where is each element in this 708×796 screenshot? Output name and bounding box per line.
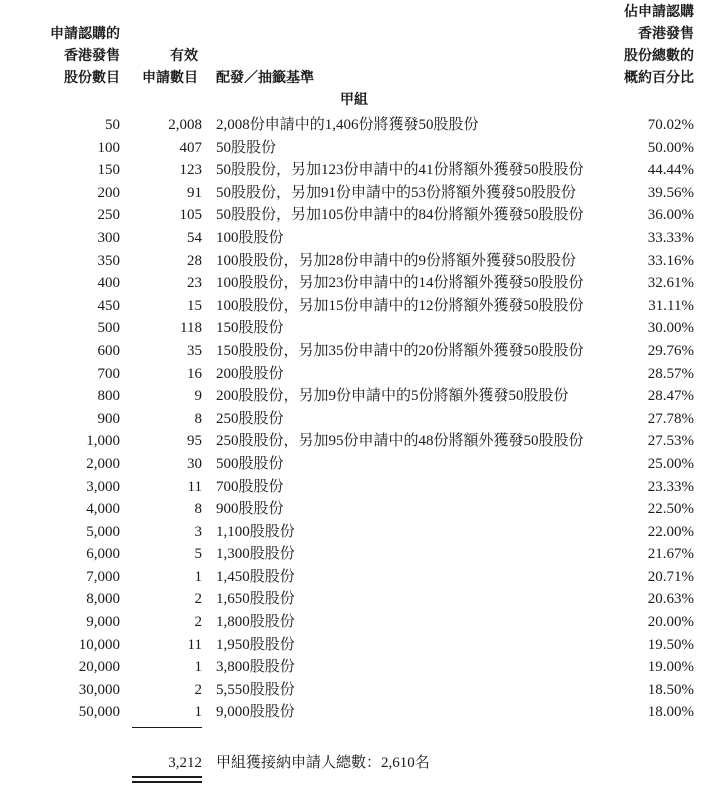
allocation-basis-cell: 150股股份 xyxy=(216,320,284,337)
percentage-cell: 28.57% xyxy=(647,365,694,382)
percentage-cell: 50.00% xyxy=(647,139,694,156)
percentage-cell: 31.11% xyxy=(648,297,694,314)
table-row xyxy=(0,272,708,295)
valid-applications-cell: 16 xyxy=(187,365,202,382)
allocation-basis-cell: 100股股份 xyxy=(216,229,284,246)
applied-shares-cell: 600 xyxy=(97,342,120,359)
valid-applications-cell: 9 xyxy=(194,388,202,405)
header-line: 概約百分比 xyxy=(624,70,694,86)
percentage-cell: 22.50% xyxy=(647,501,694,518)
table-row xyxy=(0,634,708,657)
table-row xyxy=(0,317,708,340)
applied-shares-cell: 4,000 xyxy=(86,501,120,518)
applied-shares-cell: 350 xyxy=(97,252,120,269)
table-row xyxy=(0,250,708,273)
percentage-cell: 70.02% xyxy=(647,117,694,133)
table-row xyxy=(0,363,708,386)
allocation-basis-cell: 1,950股股份 xyxy=(216,636,295,653)
header-line: 股份數目 xyxy=(64,70,120,86)
allocation-basis-cell: 200股股份，另加9份申請中的5份將額外獲發50股股份 xyxy=(216,388,569,405)
valid-applications-cell: 105 xyxy=(179,207,202,224)
allocation-basis-cell: 100股股份，另加23份申請中的14份將額外獲發50股股份 xyxy=(216,275,584,292)
allocation-basis-cell: 700股股份 xyxy=(216,478,284,495)
table-row xyxy=(0,588,708,611)
table-row xyxy=(0,408,708,431)
allocation-basis-cell: 900股股份 xyxy=(216,501,284,518)
percentage-cell: 28.47% xyxy=(647,388,694,405)
valid-applications-cell: 3 xyxy=(194,523,202,540)
header-line: 香港發售 xyxy=(64,48,120,64)
valid-applications-cell: 1 xyxy=(194,704,202,721)
allocation-basis-cell: 150股股份，另加35份申請中的20份將額外獲發50股股份 xyxy=(216,342,584,359)
applied-shares-cell: 2,000 xyxy=(86,455,120,472)
percentage-cell: 27.78% xyxy=(647,410,694,427)
applied-shares-cell: 8,000 xyxy=(86,591,120,608)
applied-shares-cell: 900 xyxy=(97,410,120,427)
valid-applications-cell: 23 xyxy=(187,275,202,292)
table-row xyxy=(0,476,708,499)
header-line: 股份總數的 xyxy=(624,48,694,64)
valid-applications-cell: 11 xyxy=(187,478,202,495)
applied-shares-cell: 700 xyxy=(97,365,120,382)
allocation-basis-cell: 1,800股股份 xyxy=(216,614,295,631)
table-row xyxy=(0,114,708,137)
allocation-basis-cell: 1,450股股份 xyxy=(216,568,295,585)
table-row xyxy=(0,204,708,227)
percentage-cell: 36.00% xyxy=(647,207,694,224)
table-row xyxy=(0,227,708,250)
total-row xyxy=(0,752,708,774)
applied-shares-cell: 5,000 xyxy=(86,523,120,540)
valid-applications-cell: 5 xyxy=(194,546,202,563)
applied-shares-cell: 800 xyxy=(97,388,120,405)
allocation-basis-cell: 250股股份，另加95份申請中的48份將額外獲發50股股份 xyxy=(216,433,584,450)
header-line: 申請數目 xyxy=(142,70,198,86)
table-row xyxy=(0,340,708,363)
header-approx-percentage xyxy=(624,1,694,89)
percentage-cell: 33.16% xyxy=(647,252,694,269)
table-row xyxy=(0,566,708,589)
table-row xyxy=(0,656,708,679)
table-row xyxy=(0,498,708,521)
table-row xyxy=(0,611,708,634)
table-row xyxy=(0,385,708,408)
percentage-cell: 27.53% xyxy=(647,433,694,450)
percentage-cell: 33.33% xyxy=(647,229,694,246)
applied-shares-cell: 7,000 xyxy=(86,568,120,585)
valid-applications-cell: 95 xyxy=(187,433,202,450)
valid-applications-cell: 123 xyxy=(179,162,202,179)
valid-applications-cell: 28 xyxy=(187,252,202,269)
percentage-cell: 30.00% xyxy=(647,320,694,337)
valid-applications-cell: 15 xyxy=(187,297,202,314)
header-applied-shares xyxy=(50,23,120,89)
percentage-cell: 29.76% xyxy=(647,342,694,359)
applied-shares-cell: 100 xyxy=(97,139,120,156)
valid-applications-cell: 2 xyxy=(194,614,202,631)
allocation-basis-cell: 9,000股股份 xyxy=(216,704,295,721)
applied-shares-cell: 30,000 xyxy=(78,681,120,698)
percentage-cell: 20.63% xyxy=(647,591,694,608)
allocation-table xyxy=(0,114,708,724)
header-line: 佔申請認購 xyxy=(624,4,694,20)
allocation-basis-cell: 500股股份 xyxy=(216,455,284,472)
percentage-cell: 20.00% xyxy=(647,614,694,631)
applied-shares-cell: 400 xyxy=(97,275,120,292)
valid-applications-cell: 2 xyxy=(194,681,202,698)
applied-shares-cell: 3,000 xyxy=(86,478,120,495)
table-row xyxy=(0,159,708,182)
table-row xyxy=(0,543,708,566)
percentage-cell: 19.50% xyxy=(647,636,694,653)
percentage-cell: 23.33% xyxy=(647,478,694,495)
total-double-rule xyxy=(132,776,202,783)
total-valid-applications: 3,212 xyxy=(168,755,202,771)
percentage-cell: 20.71% xyxy=(647,568,694,585)
applied-shares-cell: 9,000 xyxy=(86,614,120,631)
allocation-basis-cell: 50股股份，另加123份申請中的41份將額外獲發50股股份 xyxy=(216,162,584,179)
percentage-cell: 18.50% xyxy=(647,681,694,698)
table-row xyxy=(0,521,708,544)
total-successful-applicants: 甲組獲接納申請人總數：2,610名 xyxy=(216,755,430,771)
applied-shares-cell: 50,000 xyxy=(78,704,120,721)
applied-shares-cell: 450 xyxy=(97,297,120,314)
percentage-cell: 19.00% xyxy=(647,659,694,676)
applied-shares-cell: 250 xyxy=(97,207,120,224)
valid-applications-cell: 1 xyxy=(194,568,202,585)
allocation-basis-cell: 1,300股股份 xyxy=(216,546,295,563)
valid-applications-cell: 2 xyxy=(194,591,202,608)
applied-shares-cell: 10,000 xyxy=(78,636,120,653)
allocation-basis-cell: 1,650股股份 xyxy=(216,591,295,608)
valid-applications-cell: 8 xyxy=(194,410,202,427)
valid-applications-cell: 91 xyxy=(187,184,202,201)
table-row xyxy=(0,679,708,702)
percentage-cell: 21.67% xyxy=(647,546,694,563)
header-allocation-basis xyxy=(216,67,314,89)
percentage-cell: 44.44% xyxy=(647,162,694,179)
header-line: 香港發售 xyxy=(638,26,694,42)
applied-shares-cell: 50 xyxy=(105,117,120,133)
header-valid-applications xyxy=(142,45,198,89)
allocation-basis-cell: 50股股份，另加91份申請中的53份將額外獲發50股股份 xyxy=(216,184,577,201)
applied-shares-cell: 20,000 xyxy=(78,659,120,676)
percentage-cell: 22.00% xyxy=(647,523,694,540)
applied-shares-cell: 200 xyxy=(97,184,120,201)
valid-applications-cell: 2,008 xyxy=(168,117,202,133)
header-line: 配發／抽籤基準 xyxy=(216,70,314,86)
table-row xyxy=(0,182,708,205)
allocation-basis-cell: 50股股份 xyxy=(216,139,277,156)
percentage-cell: 39.56% xyxy=(647,184,694,201)
table-row xyxy=(0,453,708,476)
header-line: 有效 xyxy=(170,48,198,64)
applied-shares-cell: 6,000 xyxy=(86,546,120,563)
allocation-basis-cell: 1,100股股份 xyxy=(216,523,295,540)
applied-shares-cell: 150 xyxy=(97,162,120,179)
valid-applications-cell: 35 xyxy=(187,342,202,359)
percentage-cell: 32.61% xyxy=(647,275,694,292)
allocation-basis-cell: 50股股份，另加105份申請中的84份將額外獲發50股股份 xyxy=(216,207,584,224)
group-title: 甲組 xyxy=(340,92,368,108)
valid-applications-cell: 8 xyxy=(194,501,202,518)
allocation-basis-cell: 100股股份，另加15份申請中的12份將額外獲發50股股份 xyxy=(216,297,584,314)
table-row xyxy=(0,430,708,453)
percentage-cell: 25.00% xyxy=(647,455,694,472)
valid-applications-cell: 54 xyxy=(187,229,202,246)
table-row xyxy=(0,701,708,724)
applied-shares-cell: 500 xyxy=(97,320,120,337)
percentage-cell: 18.00% xyxy=(647,704,694,721)
allocation-basis-cell: 250股股份 xyxy=(216,410,284,427)
allocation-basis-cell: 100股股份，另加28份申請中的9份將額外獲發50股股份 xyxy=(216,252,577,269)
applied-shares-cell: 1,000 xyxy=(86,433,120,450)
sum-rule xyxy=(132,727,202,728)
allocation-basis-cell: 5,550股股份 xyxy=(216,681,295,698)
valid-applications-cell: 30 xyxy=(187,455,202,472)
header-line: 申請認購的 xyxy=(50,26,120,42)
valid-applications-cell: 118 xyxy=(180,320,202,337)
allocation-basis-cell: 200股股份 xyxy=(216,365,284,382)
table-row xyxy=(0,295,708,318)
valid-applications-cell: 11 xyxy=(187,636,202,653)
valid-applications-cell: 407 xyxy=(179,139,202,156)
valid-applications-cell: 1 xyxy=(194,659,202,676)
applied-shares-cell: 300 xyxy=(97,229,120,246)
allocation-basis-cell: 3,800股股份 xyxy=(216,659,295,676)
allocation-basis-cell: 2,008份申請中的1,406份將獲發50股股份 xyxy=(216,117,479,133)
table-row xyxy=(0,137,708,160)
